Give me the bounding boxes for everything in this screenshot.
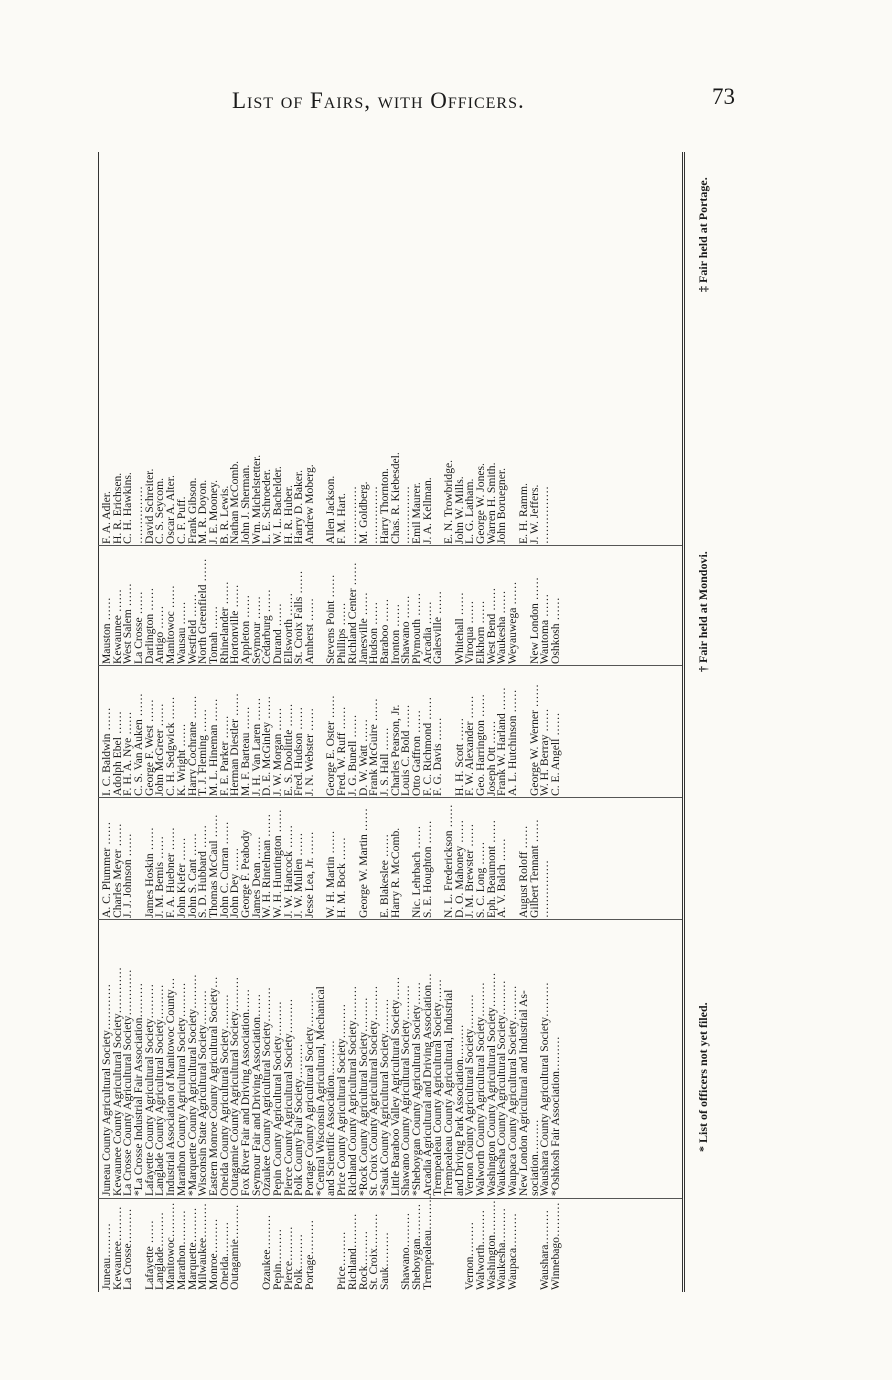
column-divider [98, 919, 682, 920]
table-cell: Frank Gibson. [185, 477, 199, 544]
table-bottom-rule [682, 152, 685, 1292]
table-cell: West Salem …… [121, 583, 135, 664]
table-cell: J. M. Bemis …… [153, 835, 167, 918]
column-divider [98, 1198, 682, 1199]
table-cell: …………… [538, 860, 552, 918]
column-divider [98, 545, 682, 546]
table-cell: …………… [132, 486, 146, 544]
table-cell: George W. Martin …… [356, 808, 370, 918]
table-cell: New London Agricultural and Industrial As- [516, 990, 530, 1196]
table-cell: Waushara……… [538, 1209, 552, 1290]
table-cell: J. M. Brewster …… [463, 823, 477, 918]
table-cell: L. G. Latham. [463, 478, 477, 544]
table-cell: Waukesha County Agricultural Society……… [495, 980, 509, 1196]
table-cell: T. J. Fleming …… [196, 708, 210, 796]
table-cell: …………… [399, 486, 413, 544]
table-cell: George W. Werner …… [527, 684, 541, 796]
table-cell: John S. Cant …… [185, 832, 199, 918]
table-cell: Lafayette …… [142, 1220, 156, 1290]
table-cell: Adolph Ebel …… [110, 710, 124, 796]
table-cell: D. E. McGinley …… [260, 695, 274, 796]
table-cell: Pierce……… [281, 1226, 295, 1290]
table-cell: H. R. Erichsen. [110, 472, 124, 544]
table-cell: C. H. Hawkins. [121, 472, 135, 544]
table-cell: Walworth……… [474, 1209, 488, 1290]
table-cell: Milwaukee……… [196, 1203, 210, 1290]
table-cell: George W. Jones. [474, 463, 488, 544]
table-cell: …………… [345, 486, 359, 544]
table-cell: *Marquette County Agricultural Society……… [185, 974, 199, 1196]
table-cell: Viroqua …… [463, 600, 477, 664]
table-cell: E. N. Trowbridge. [442, 459, 455, 544]
table-cell: John J. Sherman. [238, 464, 252, 544]
table-cell: sociation……… [527, 1119, 541, 1196]
table-cell: Outagamie……… [228, 1204, 242, 1290]
president-column [102, 800, 551, 918]
table-cell: C. H. Sedgwick …… [164, 696, 178, 796]
table-cell: Fred. W. Ruff …… [335, 706, 349, 796]
page-number: 73 [712, 84, 735, 109]
table-cell: Hudson …… [367, 601, 381, 664]
table-cell [241, 1200, 252, 1290]
table-cell: Darlington …… [142, 587, 156, 664]
page-title: List of Fairs, with Officers. [232, 88, 525, 113]
table-cell: Antigo …… [153, 605, 167, 664]
table-cell: La Crosse County Agricultural Society………… [121, 969, 135, 1196]
table-cell: Langlade County Agricultural Society……… [153, 984, 167, 1196]
table-cell: Kewaunee……… [110, 1206, 124, 1290]
table-cell: *Sheboygan County Agricultural Society…… [409, 981, 423, 1196]
table-cell: W. H. Berray …… [538, 708, 552, 796]
table-cell: Langlade……… [153, 1212, 167, 1290]
place-column [102, 548, 562, 664]
table-cell: Eastern Monroe County Agricultural Society… [206, 976, 220, 1196]
table-cell: Harry R. McComb. [388, 827, 402, 918]
table-cell: F. C. Richmond …… [420, 696, 434, 796]
table-cell: W. H. Rintelman …… [260, 813, 274, 918]
table-cell: John McGreer …… [153, 703, 167, 796]
table-cell: Pierce County Agricultural Society……… [281, 998, 295, 1196]
table-cell: J. W. Mullen …… [292, 832, 306, 918]
table-cell: Warren H. Smith. [484, 462, 498, 544]
table-cell: and Scientific Association……… [324, 1040, 338, 1196]
table-cell: Washington County Agricultural Society……… [484, 972, 498, 1196]
table-cell: *Sauk County Agricultural Society……… [377, 998, 391, 1196]
table-cell [519, 1200, 530, 1290]
table-cell: Hortonville …… [228, 584, 242, 664]
treasurer-column [102, 424, 551, 544]
table-cell: J. W. Jeffers. [527, 484, 541, 544]
table-cell: North Greenfield …… [196, 558, 210, 664]
table-cell: A. L. Hutchinson …… [506, 689, 520, 796]
table-cell: Kewaunee County Agricultural Society………… [110, 967, 124, 1196]
table-cell: J. G. Bunell …… [345, 714, 359, 796]
table-cell: J. S. Hall …… [377, 727, 391, 796]
table-cell: Washington……… [484, 1200, 498, 1290]
footnotes [696, 152, 720, 1292]
table-cell: Industrial Association of Manitowoc County… [164, 977, 178, 1196]
table-cell: John Dey …… [228, 847, 242, 918]
table-cell: Nic. Lehrbach …… [409, 825, 423, 918]
table-cell: E. Blakeslee …… [377, 833, 391, 918]
table-cell: Rhinelander …… [217, 581, 231, 664]
table-cell: Amherst …… [303, 597, 317, 664]
table-cell: F. A. Adler. [100, 491, 113, 544]
table-cell: M. F. Barteau …… [238, 706, 252, 796]
table-cell: C. S. Seycom. [153, 477, 167, 544]
table-cell: Monroe……… [206, 1218, 220, 1290]
table-cell: Winnebago……… [548, 1202, 562, 1290]
table-cell: Stevens Point …… [324, 574, 338, 664]
table-cell: E. H. Ramm. [516, 483, 530, 544]
table-cell: John Kiefer …… [174, 837, 188, 918]
table-cell: Frank W. Harland …… [495, 687, 509, 796]
table-cell: John C. Curran …… [217, 821, 231, 918]
table-cell: Weyauwega …… [506, 581, 520, 664]
table-cell: Baraboo …… [377, 598, 391, 664]
table-cell: W. H. Huntington …… [271, 809, 284, 918]
table-cell: Emil Maurer. [409, 482, 423, 544]
table-cell: Ellsworth …… [281, 592, 295, 664]
table-cell: F. E. Parker …… [217, 715, 231, 796]
table-cell: Price County Agricultural Society……… [335, 1003, 349, 1196]
table-cell: Manitowoc……… [164, 1202, 178, 1290]
table-cell: Durand …… [271, 603, 284, 664]
table-cell: J. J. Johnson …… [121, 833, 135, 918]
table-cell: *La Crosse Industrial Fair Association……… [132, 982, 146, 1196]
table-cell: Arcadia Agricultural and Driving Association… [420, 973, 434, 1196]
table-cell: Fox River Fair and Driving Association…… [238, 988, 252, 1196]
table-cell: *Central Wisconsin Agricultural, Mechanical [313, 986, 327, 1196]
county-column [100, 1195, 562, 1290]
table-cell: George F. Peabody [238, 829, 252, 918]
table-cell: Phillips …… [335, 602, 349, 664]
table-cell: and Driving Park Association……… [452, 1024, 466, 1196]
table-cell: Trempealeau……… [420, 1195, 434, 1290]
table-cell: Gilbert Tennant …… [527, 819, 541, 918]
table-cell: H. H. Scott …… [452, 717, 466, 796]
table-cell: Vernon……… [463, 1221, 477, 1290]
table-cell: B. R. Lewis. [217, 485, 231, 544]
column-divider [98, 665, 682, 666]
table-cell: Oneida County Agricultural Society……… [217, 994, 231, 1196]
table-cell: Wisconsin State Agricultural Society……… [196, 990, 210, 1196]
table-cell: Sheboygan……… [409, 1203, 423, 1290]
table-cell: St. Croix……… [367, 1213, 381, 1290]
table-cell: August Roloff …… [516, 825, 530, 918]
table-cell: D. W. Watt …… [356, 718, 370, 796]
table-cell: J. N. Webster …… [303, 707, 317, 796]
table-cell: Harry D. Baker. [292, 469, 306, 544]
table-cell: F. H. A. Nye …… [121, 711, 135, 796]
table-cell: Ozaukee County Agricultural Society……… [260, 987, 274, 1196]
table-cell: Oshkosh …… [548, 597, 562, 664]
table-cell: Waushara County Agricultural Society……… [538, 982, 552, 1196]
table-cell: West Bend …… [484, 587, 498, 664]
table-cell: A. V. Balch …… [495, 838, 509, 918]
table-cell: *Rock County Agricultural Society……… [356, 997, 370, 1196]
table-cell: J. H. Van Laren …… [249, 697, 263, 796]
table-cell: Walworth County Agricultural Society……… [474, 982, 488, 1196]
table-cell: Polk……… [292, 1233, 306, 1290]
table-cell: H. M. Bock …… [335, 837, 349, 918]
table-cell: M. R. Doyon. [196, 479, 210, 544]
table-cell: Waukesha …… [495, 590, 509, 664]
table-cell: Andrew Moberg. [303, 464, 317, 544]
table-cell: F. G. Davis …… [431, 717, 445, 796]
table-cell: George F. West …… [142, 699, 156, 796]
table-cell: Portage County Agricultural Society……… [303, 992, 317, 1196]
table-cell: Shawano …… [399, 595, 413, 664]
table-cell: Outagamie County Agricultural Society……… [228, 976, 242, 1196]
table-cell: Tomah …… [206, 605, 220, 664]
table-cell: I. C. Baldwin …… [100, 707, 113, 796]
column-divider [98, 797, 682, 798]
table-cell: F. W. Alexander …… [463, 695, 477, 796]
table-cell: W. H. Martin …… [324, 830, 338, 918]
table-cell: J. E. Mooney. [206, 480, 220, 544]
table-cell: F. A. Huebner …… [164, 827, 178, 918]
page-header [0, 84, 892, 128]
table-cell: Marquette……… [185, 1207, 199, 1290]
table-cell: Frank McGuire …… [367, 698, 381, 796]
table-cell: Allen Jackson. [324, 475, 338, 544]
society-column [102, 922, 562, 1196]
footnote-officers-not-filed: * List of officers not yet filed. [696, 1002, 710, 1152]
table-cell: K. Wright …… [174, 723, 188, 796]
table-cell: Chas. R. Kiebesdel. [388, 452, 402, 544]
table-cell: W. L. Bachelder. [271, 466, 284, 544]
table-cell: Price……… [335, 1231, 349, 1290]
table-cell: Waupaca……… [506, 1213, 520, 1290]
table-cell: Richland……… [345, 1213, 359, 1290]
table-cell: Mauston …… [100, 597, 113, 664]
table-cell: Harry Cochrane …… [185, 695, 199, 796]
table-cell: La Crosse …… [132, 591, 146, 664]
secretary-column [102, 668, 562, 796]
table-cell: C. F. Puff. [174, 496, 188, 544]
table-cell: Richland Center …… [345, 562, 359, 664]
table-cell: A. C. Plummer …… [100, 821, 113, 918]
table-cell: Wausau …… [174, 601, 188, 664]
table-cell: New London …… [527, 577, 541, 664]
table-cell: Herman Diestler …… [228, 692, 242, 796]
table-cell: Appleton …… [238, 594, 252, 664]
table-cell: Manitowoc …… [164, 585, 178, 664]
footnote-mondovi: † Fair held at Mondovi. [696, 551, 710, 672]
table-cell: …………… [538, 486, 552, 544]
table-cell: Oneida……… [217, 1221, 231, 1290]
table-cell: D. O. Mahoney …… [452, 819, 466, 918]
table-cell: F. M. Hart. [335, 493, 349, 544]
table-cell: Geo. Harrington …… [474, 693, 488, 796]
table-cell: J. W. Hancock …… [281, 824, 295, 918]
table-cell: Seymour …… [249, 596, 263, 664]
table-cell: James Dean …… [249, 836, 263, 918]
table-cell [433, 1200, 444, 1290]
table-cell: Rock……… [356, 1230, 370, 1290]
table-cell: N. L. Frederickson …… [442, 804, 455, 918]
table-cell: Thomas McCaul …… [206, 814, 220, 918]
table-cell: St. Croix Falls …… [292, 570, 306, 664]
table-cell: Louis C. Bold …… [399, 704, 413, 796]
table-cell: David Schreiter. [142, 468, 156, 544]
table-cell: Pepin County Agricultural Society……… [271, 1001, 284, 1196]
table-cell: St. Croix County Agricultural Society……… [367, 985, 381, 1196]
table-cell: Kewaunee …… [110, 588, 124, 664]
table-cell: Marathon……… [174, 1210, 188, 1290]
table-cell: Nathan McComb. [228, 460, 242, 544]
table-cell: Marathon County Agricultural Society……… [174, 982, 188, 1196]
footnote-portage: ‡ Fair held at Portage. [696, 177, 710, 292]
table-cell: J. W. Morgan …… [271, 707, 284, 796]
table-cell: Little Baraboo Valley Agricultural Society…… [388, 976, 402, 1196]
table-cell: Westfield …… [185, 593, 199, 664]
table-cell: L. E. Schroeder. [260, 468, 274, 544]
table-cell: Cedarburg …… [260, 589, 274, 664]
table-cell: C. S. Van Auken …… [132, 693, 146, 796]
table-cell: Polk County Fair Society……… [292, 1043, 306, 1196]
table-cell: Eph. Beaumont …… [484, 819, 498, 918]
table-cell: George E. Oster …… [324, 695, 338, 796]
table-cell [444, 1200, 455, 1290]
table-cell: Trempealeau County Agricultural, Industrial [442, 989, 455, 1196]
table-cell: Trempealeau County Agricultural Society…… [431, 979, 445, 1196]
table-cell: Juneau……… [100, 1223, 113, 1290]
table-cell: Arcadia …… [420, 601, 434, 664]
table-cell: Wm. Michelstetter. [249, 454, 263, 544]
table-cell: Harry Thornton. [377, 468, 391, 544]
table-cell: M. Goldberg. [356, 481, 370, 544]
table-cell: Joseph Ott …… [484, 720, 498, 796]
table-cell: Vernon County Agricultural Society……… [463, 994, 477, 1196]
table-cell: S. D. Hubbard …… [196, 824, 210, 918]
table-cell: Juneau County Agricultural Society………… [100, 983, 113, 1196]
table-cell: J. A. Kellman. [420, 477, 434, 544]
table-cell: Ironton …… [388, 603, 402, 664]
table-cell: Wautoma …… [538, 593, 552, 664]
table-cell: Seymour Fair and Driving Association…… [249, 993, 263, 1196]
table-cell: Portage……… [303, 1219, 317, 1290]
table-cell: …………… [367, 486, 381, 544]
table-cell: H. R. Huber. [281, 485, 295, 544]
table-cell: Whitehall …… [452, 592, 466, 664]
table-cell: E. S. Doolittle …… [281, 703, 295, 796]
table-cell: Ozaukee……… [260, 1214, 274, 1290]
table-cell: John W. Mills. [452, 476, 466, 544]
table-cell: Charles Meyer …… [110, 823, 124, 918]
table-cell: Jesse Lea, Jr. …… [303, 831, 317, 918]
table-cell: Shawano……… [399, 1212, 413, 1290]
table-cell: Otto Gaffron …… [409, 709, 423, 796]
table-cell: Janesville …… [356, 592, 370, 664]
table-top-rule [98, 152, 99, 1292]
table-cell: Oscar A. Alter. [164, 475, 178, 544]
table-cell: Charles Pearson, Jr. [388, 704, 402, 796]
table-cell: John Boruegner. [495, 468, 509, 544]
table-cell: S. E. Houghton …… [420, 820, 434, 918]
table-cell: Lafayette County Agricultural Society……… [142, 983, 156, 1196]
table-cell: Galesville …… [431, 590, 445, 664]
fairs-table [98, 152, 710, 1292]
table-cell: Plymouth …… [409, 592, 423, 664]
table-cell: Sauk……… [377, 1232, 391, 1290]
table-cell: Elkhorn …… [474, 600, 488, 664]
table-cell: Waukesha……… [495, 1207, 509, 1290]
table-cell [316, 1200, 327, 1290]
table-cell: S. C. Long …… [474, 841, 488, 918]
table-cell: Shawano County Agricultural Society……… [399, 985, 413, 1196]
table-cell: Richland County Agricultural Society……… [345, 985, 359, 1196]
table-cell: La Crosse……… [121, 1208, 135, 1290]
table-cell: C. E. Angell …… [548, 712, 562, 796]
table-cell: James Hoskin …… [142, 827, 156, 918]
table-cell: Fred. Hudson …… [292, 706, 306, 796]
table-cell: M. L. Hineman …… [206, 698, 220, 796]
table-cell: Waupaca County Agricultural Society……… [506, 985, 520, 1196]
table-cell: Pepin……… [271, 1228, 284, 1290]
table-cell: *Oshkosh Fair Association……… [548, 1036, 562, 1196]
